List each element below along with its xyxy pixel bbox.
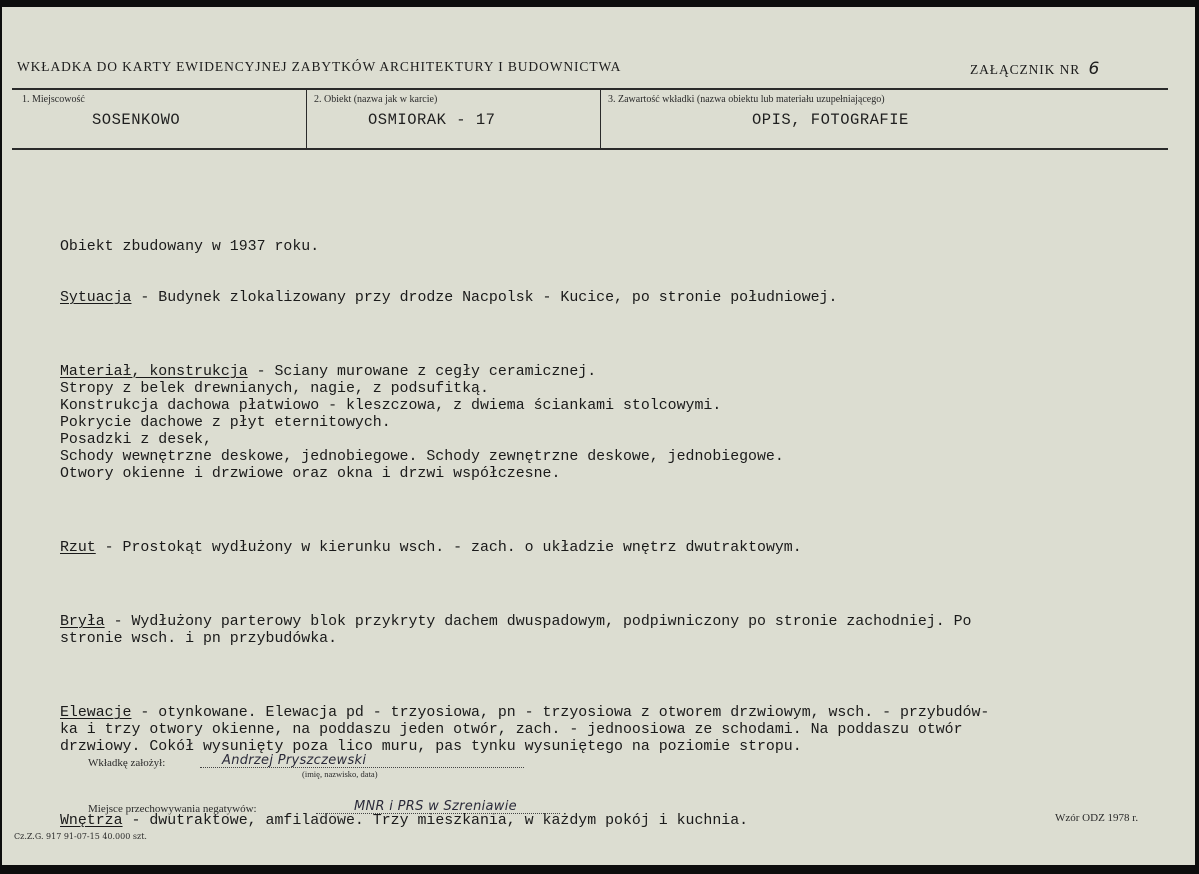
field-content-value: OPIS, FOTOGRAFIE (752, 111, 909, 129)
elevations-line: ka i trzy otwory okienne, na poddaszu jeden otwór, zach. - jednoosiowa ze schodami. Na poddaszu otwór (60, 722, 963, 738)
field-locality-label: 1. Miejscowość (22, 94, 85, 105)
field-divider (306, 90, 307, 148)
paragraph-plan (60, 540, 1140, 557)
massing-line: stronie wsch. i pn przybudówka. (60, 631, 338, 647)
material-line: Pokrycie dachowe z płyt eternitowych. (60, 415, 391, 431)
heading-interiors: Wnętrza (60, 813, 123, 829)
material-line: Konstrukcja dachowa płatwiowo - kleszczowa, z dwiema ściankami stolcowymi. (60, 398, 722, 414)
print-code: Cz.Z.G. 917 91-07-15 40.000 szt. (14, 832, 147, 841)
massing-text: - Wydłużony parterowy blok przykryty dachem dwuspadowym, podpiwniczony po stronie zachodniej. Po (104, 614, 972, 630)
author-signature: Andrzej Pryszczewski (222, 753, 367, 768)
description-text (60, 205, 1140, 870)
paragraph-situation (60, 290, 1140, 307)
author-label: Wkładkę założył: (88, 757, 166, 769)
material-line: Posadzki z desek, (60, 432, 212, 448)
construction-year-line: Obiekt zbudowany w 1937 roku. (60, 239, 320, 255)
attachment-number-block (970, 59, 1100, 79)
attachment-label: ZAŁĄCZNIK NR (970, 62, 1081, 77)
heading-massing: Bryła (60, 614, 105, 630)
paragraph-massing (60, 614, 1140, 648)
heading-situation: Sytuacja (60, 290, 132, 306)
header-bottom-rule (12, 148, 1168, 150)
heading-plan: Rzut (60, 540, 96, 556)
field-locality-value: SOSENKOWO (92, 111, 181, 129)
material-line: Stropy z belek drewnianych, nagie, z podsufitką. (60, 381, 489, 397)
field-object-value: OSMIORAK - 17 (368, 111, 496, 129)
negatives-location: MNR i PRS w Szreniawie (354, 799, 517, 814)
paragraph-elevations (60, 705, 1140, 756)
elevations-text: - otynkowane. Elewacja pd - trzyosiowa, pn - trzyosiowa z otworem drzwiowym, wsch. - przybudów- (131, 705, 990, 721)
header-top-rule (12, 88, 1168, 90)
heading-elevations: Elewacje (60, 705, 132, 721)
paragraph-material (60, 364, 1140, 483)
form-title: WKŁADKA DO KARTY EWIDENCYJNEJ ZABYTKÓW ARCHITEKTURY I BUDOWNICTWA (17, 59, 622, 74)
negatives-label: Miejsce przechowywania negatywów: (88, 803, 257, 815)
material-text: - Sciany murowane z cegły ceramicznej. (247, 364, 597, 380)
paragraph-interiors (60, 813, 1140, 830)
field-object-label: 2. Obiekt (nazwa jak w karcie) (314, 94, 438, 105)
material-line: Otwory okienne i drzwiowe oraz okna i drzwi współczesne. (60, 466, 561, 482)
material-line: Schody wewnętrzne deskowe, jednobiegowe. Schody zewnętrzne deskowe, jednobiegowe. (60, 449, 784, 465)
field-divider (600, 90, 601, 148)
author-caption: (imię, nazwisko, data) (302, 769, 378, 779)
attachment-number: 6 (1088, 59, 1101, 79)
field-content-label: 3. Zawartość wkładki (nazwa obiektu lub materiału uzupełniającego) (608, 94, 885, 105)
situation-text: - Budynek zlokalizowany przy drodze Nacpolsk - Kucice, po stronie południowej. (131, 290, 838, 306)
heading-material: Materiał, konstrukcja (60, 364, 248, 380)
interiors-text: - dwutraktowe, amfiladowe. Trzy mieszkania, w każdym pokój i kuchnia. (122, 813, 749, 829)
plan-text: - Prostokąt wydłużony w kierunku wsch. - zach. o układzie wnętrz dwutraktowym. (95, 540, 802, 556)
elevations-line: drzwiowy. Cokół wysunięty poza lico muru, pas tynku wysuniętego na poziomie stropu. (60, 739, 802, 755)
form-template-code: Wzór ODZ 1978 r. (1055, 812, 1139, 824)
inventory-card-insert (2, 7, 1195, 865)
